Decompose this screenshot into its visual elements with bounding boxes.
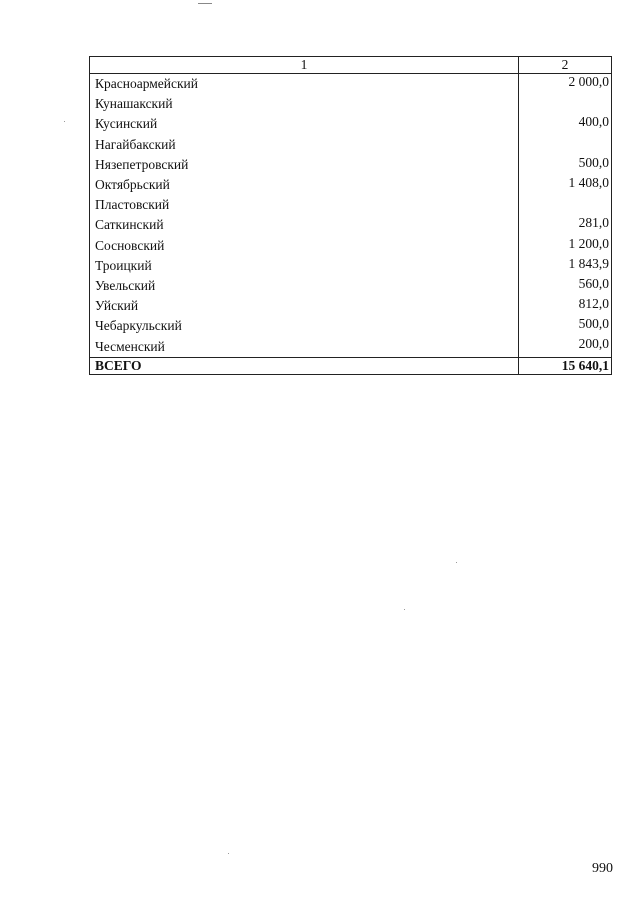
district-name: Красноармейский [90,74,519,95]
district-name: Саткинский [90,215,519,235]
table-row [90,195,612,215]
district-value: 1 200,0 [519,236,612,256]
district-value [519,135,612,155]
district-name: Нязепетровский [90,155,519,175]
table-row [90,175,612,195]
scan-mark [198,3,212,4]
district-value: 1 408,0 [519,175,612,195]
table-row [90,256,612,276]
column-header-1: 1 [90,57,519,74]
table-row [90,135,612,155]
scan-speck [64,121,65,122]
district-name: Кунашакский [90,94,519,114]
scan-speck [228,853,229,854]
table-row [90,215,612,235]
district-value: 2 000,0 [519,74,612,95]
district-name: Нагайбакский [90,135,519,155]
table-row [90,316,612,336]
table-row [90,276,612,296]
district-name: Октябрьский [90,175,519,195]
table-row [90,74,612,95]
scan-speck [404,609,405,610]
district-name: Чесменский [90,336,519,357]
total-row [90,357,612,374]
table-row [90,94,612,114]
table-row [90,114,612,134]
district-value [519,94,612,114]
district-value [519,195,612,215]
column-header-2: 2 [519,57,612,74]
district-value: 560,0 [519,276,612,296]
table-header-row [90,57,612,74]
table-row [90,336,612,357]
district-name: Увельский [90,276,519,296]
district-value: 281,0 [519,215,612,235]
district-value: 500,0 [519,316,612,336]
district-value: 200,0 [519,336,612,357]
table-row [90,296,612,316]
total-label: ВСЕГО [90,357,519,374]
district-value: 1 843,9 [519,256,612,276]
scan-speck [456,562,457,563]
district-name: Троицкий [90,256,519,276]
total-value: 15 640,1 [519,357,612,374]
district-name: Сосновский [90,236,519,256]
district-value: 812,0 [519,296,612,316]
district-name: Уйский [90,296,519,316]
district-name: Чебаркульский [90,316,519,336]
page-number: 990 [592,861,613,876]
table-row [90,236,612,256]
district-name: Пластовский [90,195,519,215]
district-table [89,56,612,375]
table-row [90,155,612,175]
district-name: Кусинский [90,114,519,134]
district-value: 400,0 [519,114,612,134]
district-value: 500,0 [519,155,612,175]
